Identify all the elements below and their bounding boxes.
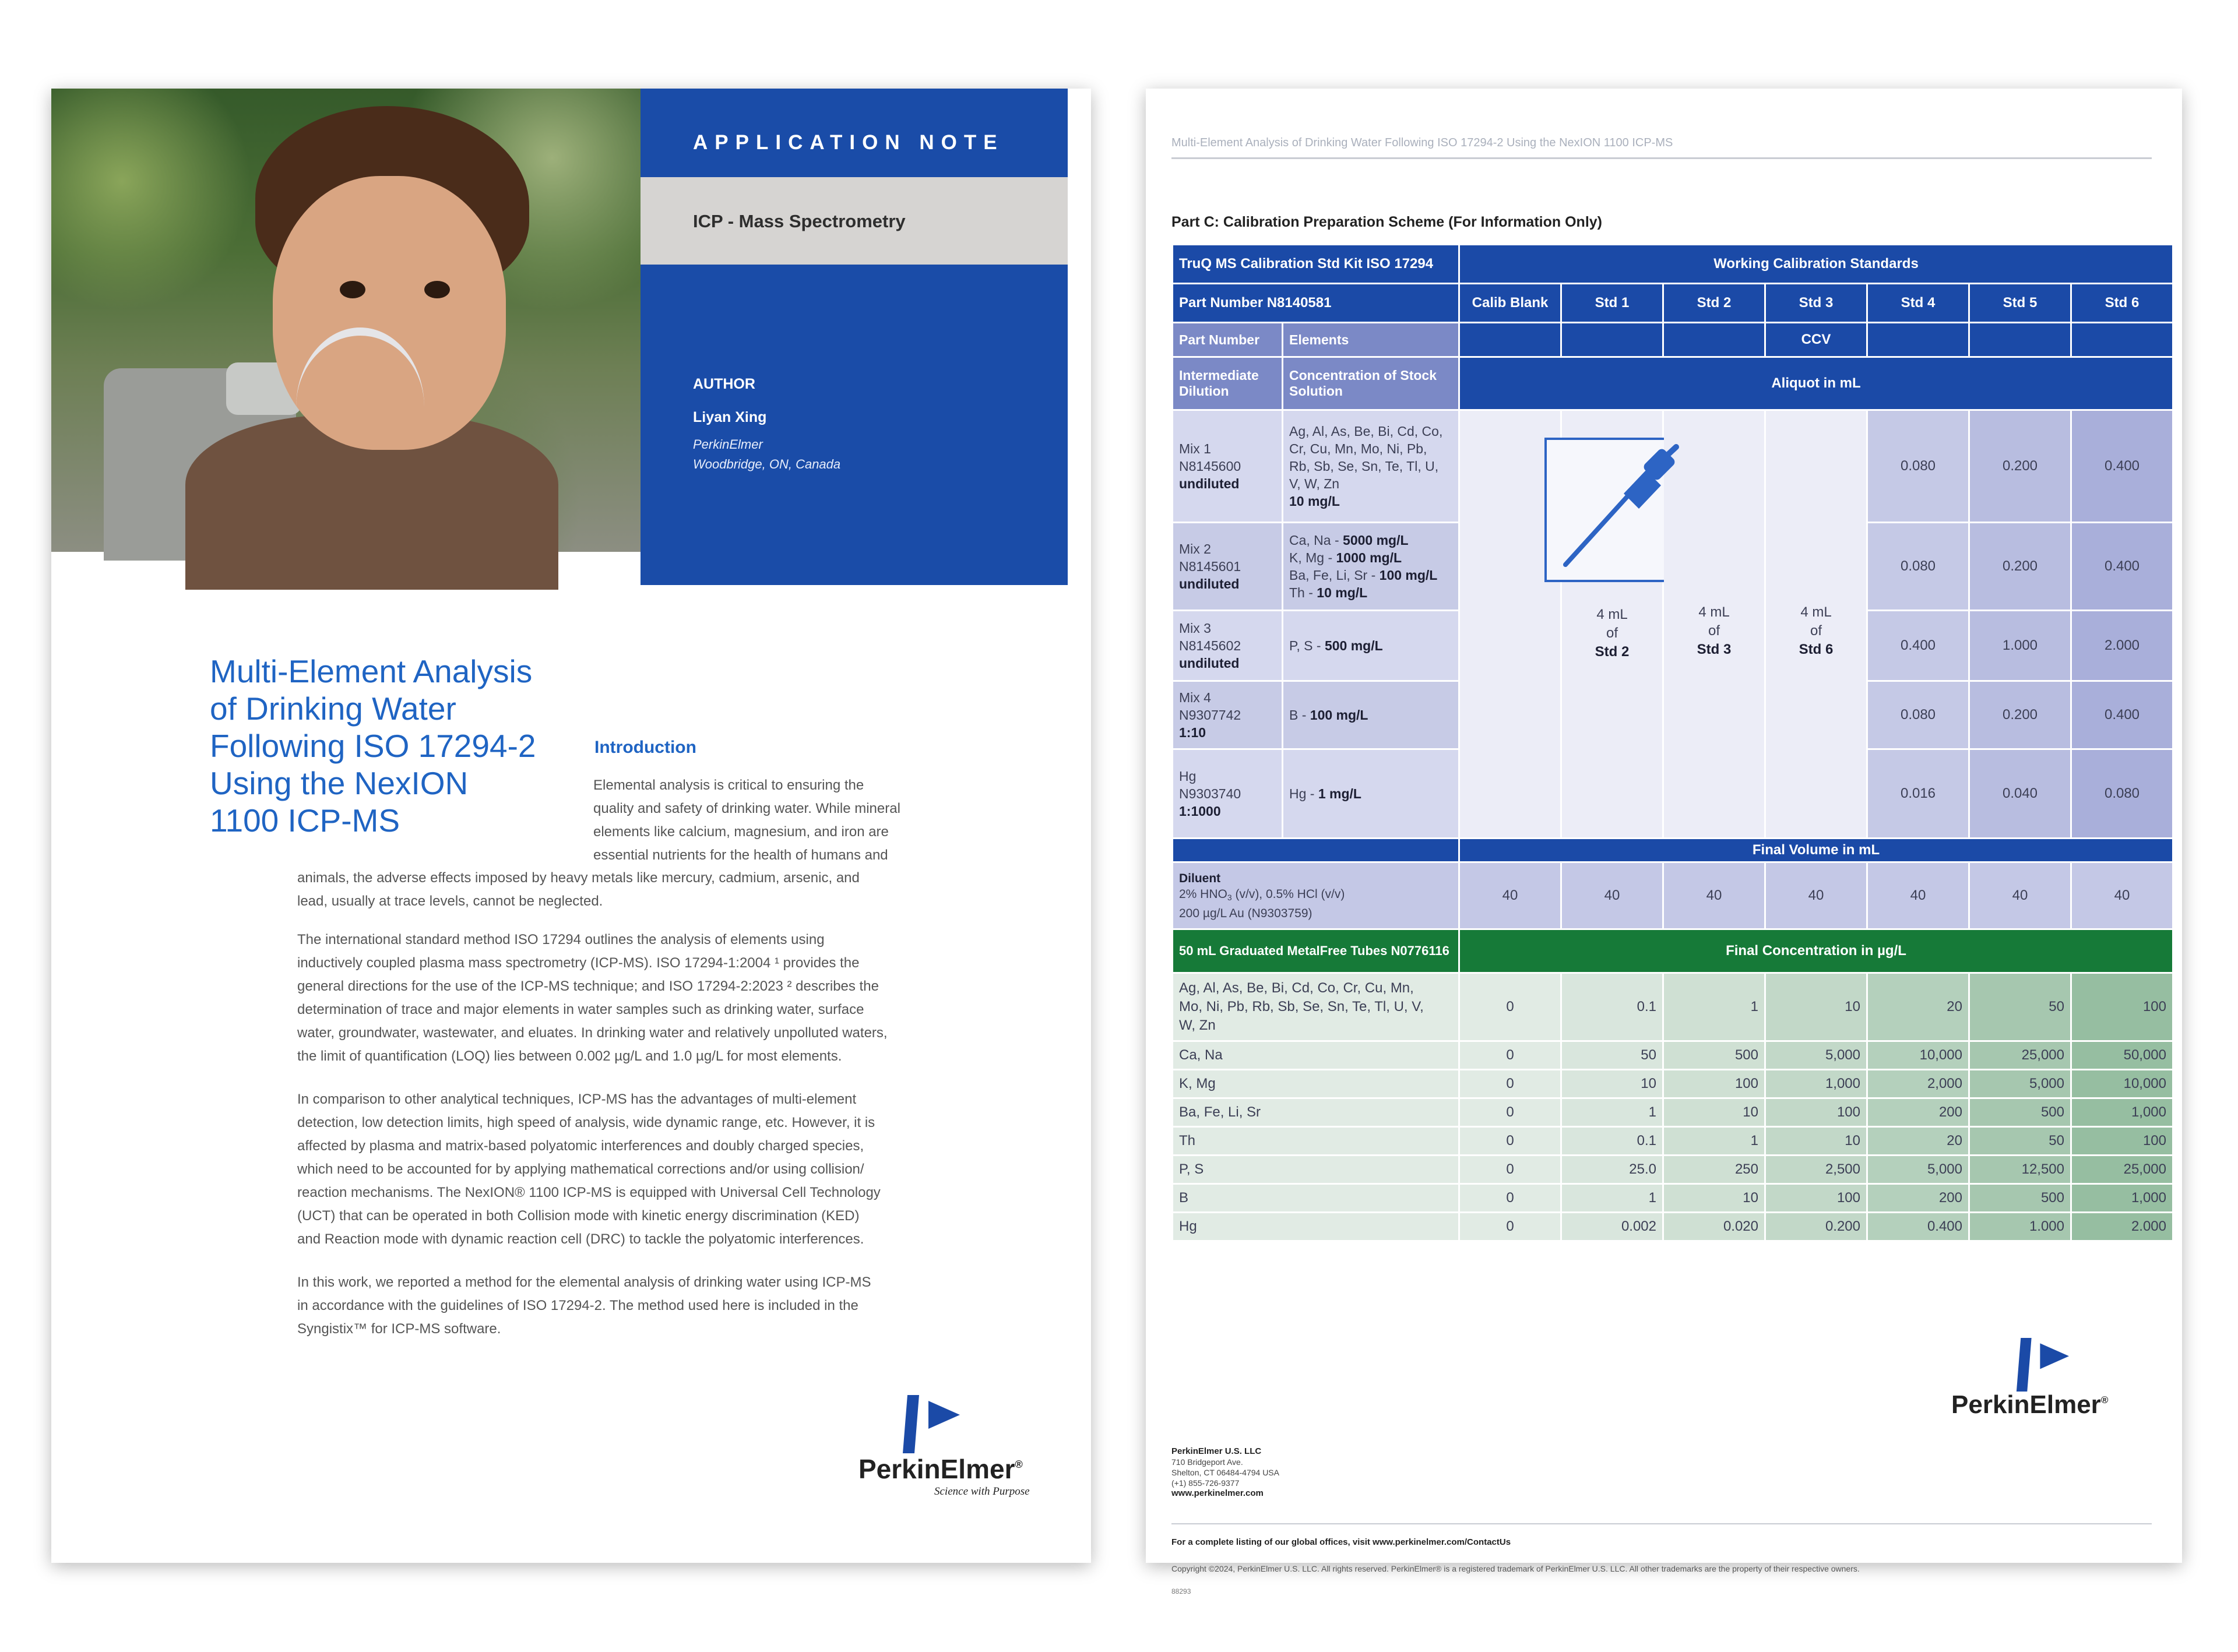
application-note-label: APPLICATION NOTE: [693, 131, 1004, 154]
ccv-label: CCV: [1766, 323, 1866, 356]
page-front: [51, 89, 1091, 1563]
table-row: Th 0 0.1 1 10 20 50 100: [1173, 1128, 2172, 1154]
category-bar: [641, 177, 1068, 265]
final-volume-header: Final Volume in mL: [1460, 839, 2172, 861]
tubes-label: 50 mL Graduated MetalFree Tubes N0776116: [1173, 930, 1458, 972]
table-row: P, S 0 25.0 250 2,500 5,000 12,500 25,000: [1173, 1156, 2172, 1183]
table-row: Ba, Fe, Li, Sr 0 1 10 100 200 500 1,000: [1173, 1099, 2172, 1126]
footer-rule: [1171, 1523, 2152, 1524]
table-row: Hg 0 0.002 0.020 0.200 0.400 1.000 2.000: [1173, 1213, 2172, 1240]
company-address: PerkinElmer U.S. LLC 710 Bridgeport Ave. Shelton, CT 06484-4794 USA (+1) 855-726-9377 www.perkinelmer.com: [1171, 1446, 1279, 1498]
body-paragraph-2: The international standard method ISO 17294 outlines the analysis of elements using inductively coupled plasma mass spectrometry (ICP-MS). ISO 17294-1:2004 ¹ provides the general directions for the use of the ICP-MS technique; and ISO 17294-2:2023 ² describes the determination of trace and major elements in water samples such as drinking water, surface water, groundwater, wastewater, and eluates. In drinking water and relatively unpolluted waters, the limit of quantification (LOQ) lies between 0.002 µg/L and 1.0 µg/L for most elements.: [297, 932, 888, 1064]
aliquot-std1: 4 mL of Std 2: [1562, 411, 1662, 837]
table-row: Mix 4 N9307742 1:10 B - 100 mg/L 0.080 0.200 0.400: [1173, 682, 2172, 748]
author-label: AUTHOR: [693, 376, 755, 392]
elements-label: Elements: [1283, 323, 1458, 356]
running-header: Multi-Element Analysis of Drinking Water Following ISO 17294-2 Using the NexION 1100 ICP-MS: [1171, 136, 1673, 149]
category-label: ICP - Mass Spectrometry: [693, 211, 906, 231]
working-standards-header: Working Calibration Standards: [1460, 245, 2172, 283]
document-code: 88293: [1171, 1587, 1191, 1595]
col-std6: Std 6: [2072, 284, 2172, 322]
aliquot-std2: 4 mL of Std 3: [1664, 411, 1764, 837]
calibration-table: [1171, 244, 2174, 1242]
global-offices-note: For a complete listing of our global offices, visit www.perkinelmer.com/ContactUs: [1171, 1537, 1511, 1547]
table-row: Ag, Al, As, Be, Bi, Cd, Co, Cr, Cu, Mn, Mo, Ni, Pb, Rb, Sb, Se, Sn, Te, Tl, U, V, W, Zn 0 0.1 1 10 20 50 100: [1173, 974, 2172, 1040]
table-row: K, Mg 0 10 100 1,000 2,000 5,000 10,000: [1173, 1070, 2172, 1097]
section-title: Part C: Calibration Preparation Scheme (For Information Only): [1171, 214, 1602, 230]
col-calib-blank: Calib Blank: [1460, 284, 1560, 322]
table-row: Diluent 2% $HNO_3$ (v/v), 0.5% HCl (v/v) 200 µg/L Au (N9303759) 40 40 40 40 40 40 40: [1173, 863, 2172, 928]
table-row: Ca, Na 0 50 500 5,000 10,000 25,000 50,000: [1173, 1042, 2172, 1069]
table-row: Hg N9303740 1:1000 Hg - 1 mg/L 0.016 0.040 0.080: [1173, 750, 2172, 837]
perkinelmer-logo: PerkinElmer® Science with Purpose: [858, 1395, 1057, 1500]
table-row: Mix 3 N8145602 undiluted P, S - 500 mg/L 0.400 1.000 2.000: [1173, 611, 2172, 680]
part-number-label: Part Number: [1173, 323, 1282, 356]
table-row: Mix 2 N8145601 undiluted Ca, Na - 5000 mg/L K, Mg - 1000 mg/L Ba, Fe, Li, Sr - 100 mg/L Th - 10 mg/L 0.080 0.200 0.400: [1173, 523, 2172, 610]
header-rule: [1171, 157, 2152, 159]
author-location: Woodbridge, ON, Canada: [693, 457, 841, 471]
cover-photo-child-drinking: [51, 89, 641, 552]
intermediate-dilution-label: Intermediate Dilution: [1173, 358, 1282, 409]
author-name: Liyan Xing: [693, 409, 767, 425]
table-row: B 0 1 10 100 200 500 1,000: [1173, 1185, 2172, 1211]
concentration-label: Concentration of Stock Solution: [1283, 358, 1458, 409]
page-back: [1146, 89, 2182, 1595]
col-std5: Std 5: [1970, 284, 2070, 322]
body-paragraph-3: In comparison to other analytical techniques, ICP-MS has the advantages of multi-element detection, low detection limits, high speed of analysis, wide dynamic range, etc. However, it is affected by plasma and matrix-based polyatomic interferences and doubly charged species, which need to be accounted for by applying mathematical corrections and/or using collision/ reaction mechanisms. The NexION® 1100 ICP-MS is equipped with Universal Cell Technology (UCT) that can be operated in both Collision mode with kinetic energy discrimination (KED) and Reaction mode with dynamic reaction cell (DRC) to tackle the polyatomic interferences.: [297, 1091, 881, 1247]
copyright-text: Copyright ©2024, PerkinElmer U.S. LLC. All rights reserved. PerkinElmer® is a registered trademark of PerkinElmer U.S. LLC. All other trademarks are the property of their respective owners.: [1171, 1564, 1860, 1573]
intro-heading: Introduction: [594, 738, 696, 757]
body-paragraph-1: animals, the adverse effects imposed by heavy metals like mercury, cadmium, arsenic, and lead, usually at trace levels, cannot be neglected.: [297, 870, 860, 909]
header-panel: [641, 89, 1068, 585]
perkinelmer-logo-back: PerkinElmer®: [1944, 1338, 2154, 1425]
col-std1: Std 1: [1562, 284, 1662, 322]
aliquot-std3: 4 mL of Std 6: [1766, 411, 1866, 837]
perkinelmer-logo-mark-icon: [2014, 1338, 2084, 1392]
kit-part-number: Part Number N8140581: [1173, 284, 1458, 322]
table-row: Mix 1 N8145600 undiluted Ag, Al, As, Be, Bi, Cd, Co, Cr, Cu, Mn, Mo, Ni, Pb, Rb, Sb, Se, Sn, Te, Tl, U, V, W, Zn 10 mg/L 4 mL of Std 2 4 mL of Std 3 4 mL of Std 6 0.080 0.200 0.400: [1173, 411, 2172, 522]
perkinelmer-logo-mark-icon: [900, 1395, 976, 1453]
aliquot-header: Aliquot in mL: [1460, 358, 2172, 409]
body-paragraph-4: In this work, we reported a method for the elemental analysis of drinking water using ICP-MS in accordance with the guidelines of ISO 17294-2. The method used here is included in the Syngistix™ for ICP-MS software.: [297, 1274, 871, 1337]
col-std4: Std 4: [1868, 284, 1968, 322]
kit-title: TruQ MS Calibration Std Kit ISO 17294: [1173, 245, 1458, 283]
col-std3: Std 3: [1766, 284, 1866, 322]
page-title: Multi-Element Analysis of Drinking Water Following ISO 17294-2 Using the NexION 1100 ICP-MS: [210, 653, 536, 839]
col-std2: Std 2: [1664, 284, 1764, 322]
author-org: PerkinElmer: [693, 437, 763, 452]
intro-paragraph: Elemental analysis is critical to ensuring the quality and safety of drinking water. While mineral elements like calcium, magnesium, and iron are essential nutrients for the health of humans and: [593, 777, 900, 863]
final-concentration-header: Final Concentration in µg/L: [1460, 930, 2172, 972]
